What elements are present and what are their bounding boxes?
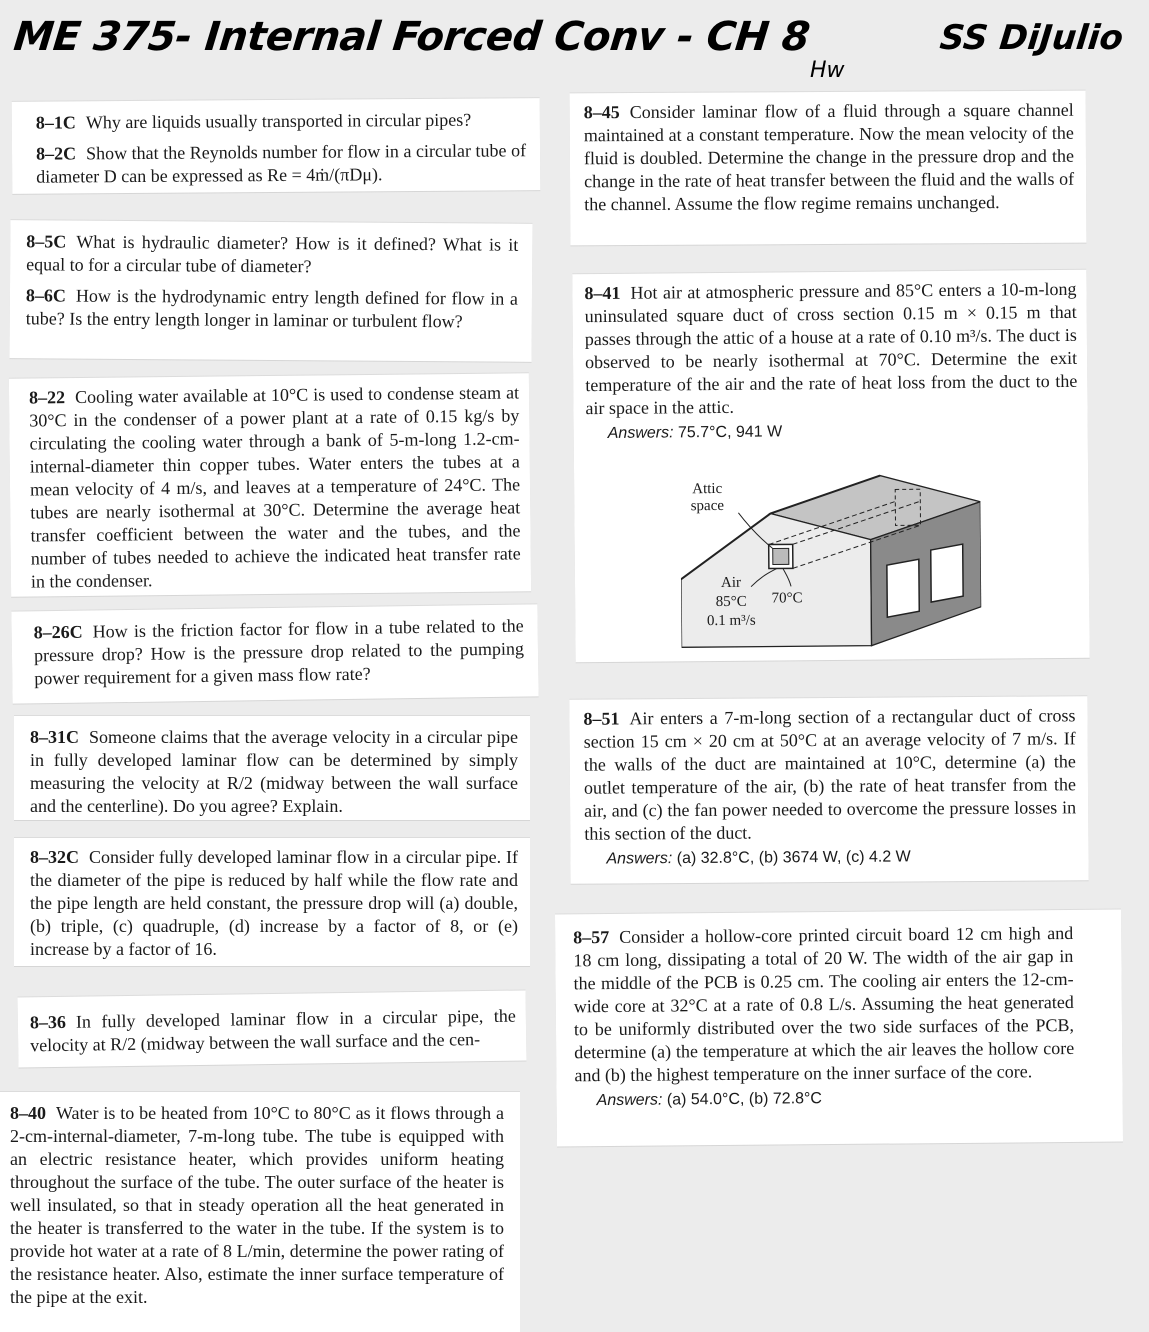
clip-8-32c [14, 838, 530, 966]
answers-value: (a) 32.8°C, (b) 3674 W, (c) 4.2 W [676, 848, 911, 868]
air-temp-text: 85°C [715, 593, 747, 611]
problem-8-32c [30, 846, 518, 961]
problem-8-1c [36, 108, 526, 134]
wall-temp-label: 70°C [771, 590, 803, 607]
problem-text: Consider laminar flow of a fluid through a square channel maintained at a constant temperature. Now the mean velocity of the fluid is doubled. Determine the change in the pressure drop and the change in the rate of heat transfer between the fluid and the walls of the channel. Assume the flow regime remains unchanged. [583, 99, 1075, 215]
clip-8-5c-8-6c [10, 220, 533, 362]
problem-text: Hot air at atmospheric pressure and 85°C enters a 10-m-long uninsulated square duct of cross section 0.15 m × 0.15 m that passes through the attic of a house at a rate of 0.10 m³/s. The duct is observed to be nearly isothermal at 70°C. Determine the exit temperature of the air and the rate of heat loss from the duct to the air space in the attic. [584, 278, 1078, 419]
problem-8-22 [29, 381, 521, 593]
problem-number: 8–2C [35, 143, 77, 164]
problem-text: Consider a hollow-core printed circuit board 12 cm high and 18 cm long, dissipating a total of 20 W. The width of the air gap in the middle of the PCB is 0.25 cm. The cooling air enters the 12-cm-wide core at 32°C at a rate of 0.8 L/s. Assuming the heat generated to be uniformly distributed over the two side surfaces of the PCB, determine (a) the temperature at which the air leaves the hollow core and (b) the highest temperature on the inner surface of the core. [573, 922, 1075, 1086]
attic-label-line2: space [690, 497, 725, 515]
problem-text: Water is to be heated from 10°C to 80°C as it flows through a 2-cm-internal-diameter, 7-m-long tube. The tube is equipped with an electric resistance heater, which provides uniform heating throughout the surface of the tube. The outer surface of the heater is well insulated, so that in steady operation all the heat generated in the heater is transferred to the water in the tube. If the system is to provide hot water at a rate of 8 L/min, determine the power rating of the resistance heater. Also, estimate the inner surface temperature of the pipe at the exit. [10, 1103, 504, 1307]
problem-8-5c [26, 230, 518, 279]
handwritten-title: ME 375- Internal Forced Conv - CH 8 [11, 14, 812, 60]
clip-8-1c-8-2c [12, 98, 541, 194]
clip-8-26c [11, 604, 538, 703]
problem-number: 8–51 [583, 708, 620, 729]
air-flow-text: 0.1 m³/s [706, 612, 756, 630]
problem-8-2c [36, 139, 526, 188]
answers-8-57 [575, 1085, 1075, 1112]
attic-duct-figure [680, 467, 982, 660]
problem-text: Show that the Reynolds number for flow in a circular tube of diameter D can be expressed as Re = 4ṁ/(πDμ). [36, 140, 527, 187]
clip-8-36 [18, 990, 527, 1067]
answers-value: 75.7°C, 941 W [677, 423, 783, 442]
clip-8-40 [0, 1092, 520, 1332]
problem-number: 8–22 [28, 387, 66, 408]
problem-8-26c [34, 615, 525, 691]
problem-text: Why are liquids usually transported in circular pipes? [85, 109, 472, 133]
answers-label: Answers: [607, 424, 674, 442]
window [887, 559, 919, 617]
problem-number: 8–6C [25, 285, 67, 306]
problem-number: 8–41 [584, 282, 621, 304]
problem-number: 8–57 [573, 927, 610, 948]
problem-text: In fully developed laminar flow in a circular pipe, the velocity at R/2 (midway between the wall surface and the cen- [30, 1005, 516, 1056]
problem-8-40 [10, 1102, 504, 1309]
clip-8-41 [572, 270, 1089, 662]
handwritten-author: SS DiJulio [937, 18, 1126, 58]
problem-text: Consider fully developed laminar flow in a circular pipe. If the diameter of the pipe is reduced by half while the flow rate and the pipe length are held constant, the pressure drop will (a) double, (b) triple, (c) quadruple, (d) increase by a factor of 8, or (e) increase by a factor of 16. [30, 847, 518, 959]
attic-label [682, 481, 732, 515]
problem-8-6c [26, 284, 518, 333]
problem-number: 8–36 [29, 1011, 67, 1033]
problem-number: 8–5C [26, 231, 67, 252]
answers-8-41 [586, 418, 1078, 445]
clip-8-22 [9, 373, 531, 596]
answers-label: Answers: [606, 850, 673, 868]
problem-text: Air enters a 7-m-long section of a rectangular duct of cross section 15 cm × 20 cm at 50°C at an average velocity of 7 m/s. If the walls of the duct are maintained at 10°C, determine (a) the outlet temperature of the air, (b) the rate of heat transfer from the air, and (c) the fan power needed to overcome the pressure losses in this section of the duct. [583, 705, 1077, 844]
problem-text: What is hydraulic diameter? How is it defined? What is it equal to for a circular tube of diameter? [26, 231, 519, 277]
problem-8-45 [584, 99, 1075, 217]
attic-label-line1: Attic [692, 480, 723, 498]
answers-value: (a) 54.0°C, (b) 72.8°C [666, 1090, 823, 1109]
problem-number: 8–31C [30, 727, 79, 747]
problem-text: Cooling water available at 10°C is used to condense steam at 30°C in the condenser of a power plant at a rate of 0.15 kg/s by circulating the cooling water through a bank of 5-m-long 1.2-cm-internal-diameter thin copper tubes. Water enters the tubes at a mean velocity of 4 m/s, and leaves at a temperature of 24°C. The tubes are nearly isothermal at 30°C. Determine the average heat transfer coefficient between the water and the tubes, and the number of tubes needed to achieve the indicated heat transfer rate in the condenser. [29, 382, 521, 592]
problem-text: How is the hydrodynamic entry length defined for flow in a tube? Is the entry length longer in laminar or turbulent flow? [25, 285, 519, 332]
problem-8-36 [30, 1005, 517, 1058]
air-label [695, 575, 767, 631]
problem-text: How is the friction factor for flow in a tube related to the pressure drop? How is the pressure drop related to the pumping power requirement for a given mass flow rate? [33, 615, 525, 689]
clip-8-57 [555, 910, 1123, 1147]
clip-8-31c [14, 716, 530, 820]
problem-number: 8–26C [33, 621, 83, 643]
problem-8-31c [30, 726, 518, 818]
clip-8-45 [570, 91, 1087, 246]
problem-8-51 [583, 704, 1076, 845]
problem-number: 8–1C [35, 112, 76, 133]
duct-inlet-inner [773, 548, 789, 564]
answers-8-51 [584, 844, 1076, 870]
air-label-text: Air [720, 574, 742, 591]
window [931, 544, 963, 602]
problem-number: 8–40 [10, 1103, 46, 1123]
problem-number: 8–45 [583, 102, 620, 123]
handwritten-note: Hw [810, 58, 845, 83]
problem-8-57 [573, 922, 1074, 1087]
problem-number: 8–32C [30, 847, 79, 867]
problem-8-41 [584, 278, 1077, 420]
answers-label: Answers: [596, 1091, 663, 1110]
clip-8-51 [569, 696, 1088, 884]
problem-text: Someone claims that the average velocity in a circular pipe in fully developed laminar flow can be determined by simply measuring the velocity at R/2 (midway between the wall surface and the centerline). Do you agree? Explain. [30, 727, 518, 816]
